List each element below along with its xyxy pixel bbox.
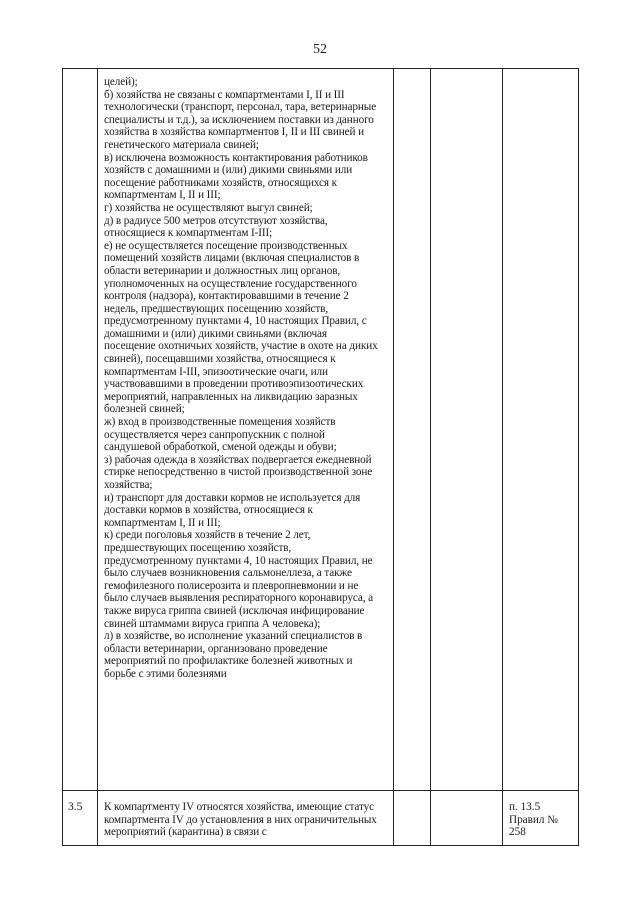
row-divider [63, 790, 578, 791]
page-number: 52 [313, 42, 327, 57]
document-table [62, 68, 579, 846]
row2-number: 3.5 [68, 801, 83, 813]
column-divider [393, 69, 394, 845]
row2-reference: п. 13.5 Правил № 258 [509, 801, 558, 839]
row2-requirements-text: К компартменту IV относятся хозяйства, имеющие статус компартмента IV до установления в них ограничительных мероприятий (карантина) в связи с [104, 801, 377, 839]
column-divider [430, 69, 431, 845]
row1-requirements-text: целей); б) хозяйства не связаны с компартментами I, II и III технологически (транспорт, персонал, тара, ветеринарные специалисты и т.д.), за исключением поставки из данного хозяйства в хозяйства компартментов I, II и III свиней и генетического материала свиней; в) исключена возможность контактирования работников хозяйств с домашними и (или) дикими свиньями или посещение работниками хозяйств, относящихся к компартментам I, II и III; г) хозяйства не осуществляют выгул свиней; д) в радиусе 500 метров отсутствуют хозяйства, относящиеся к компартментам I-III; е) не осуществляется посещение производственных помещений хозяйств лицами (включая специалистов в области ветеринарии и должностных лиц органов, уполномоченных на осуществление государственного контроля (надзора), контактировавшими в течение 2 недель, предшествующих посещению хозяйств, предусмотренному пунктами 4, 10 настоящих Правил, с домашними и (или) дикими свиньями (включая посещение охотничьих хозяйств, участие в охоте на диких свиней), посещавшими хозяйства, относящиеся к компартментам I-III, эпизоотические очаги, или участвовавшими в проведении противоэпизоотических мероприятий, направленных на ликвидацию заразных болезней свиней; ж) вход в производственные помещения хозяйств осуществляется через санпропускник с полной сандушевой обработкой, сменой одежды и обуви; з) рабочая одежда в хозяйствах подвергается ежедневной стирке непосредственно в чистой производственной зоне хозяйства; и) транспорт для доставки кормов не используется для доставки кормов в хозяйства, относящиеся к компартментам I, II и III; к) среди поголовья хозяйств в течение 2 лет, предшествующих посещению хозяйств, предусмотренному пунктами 4, 10 настоящих Правил, не было случаев возникновения сальмонеллеза, а также гемофилезного полисерозита и плевропневмонии и не было случаев выявления респираторного коронавируса, а также вируса гриппа свиней (исключая инфицирование свиней штаммами вируса гриппа А человека); л) в хозяйстве, во исполнение указаний специалистов в области ветеринарии, организовано проведение мероприятий по профилактике болезней животных и борьбе с этими болезнями [104, 76, 378, 680]
column-divider [97, 69, 98, 845]
column-divider [502, 69, 503, 845]
